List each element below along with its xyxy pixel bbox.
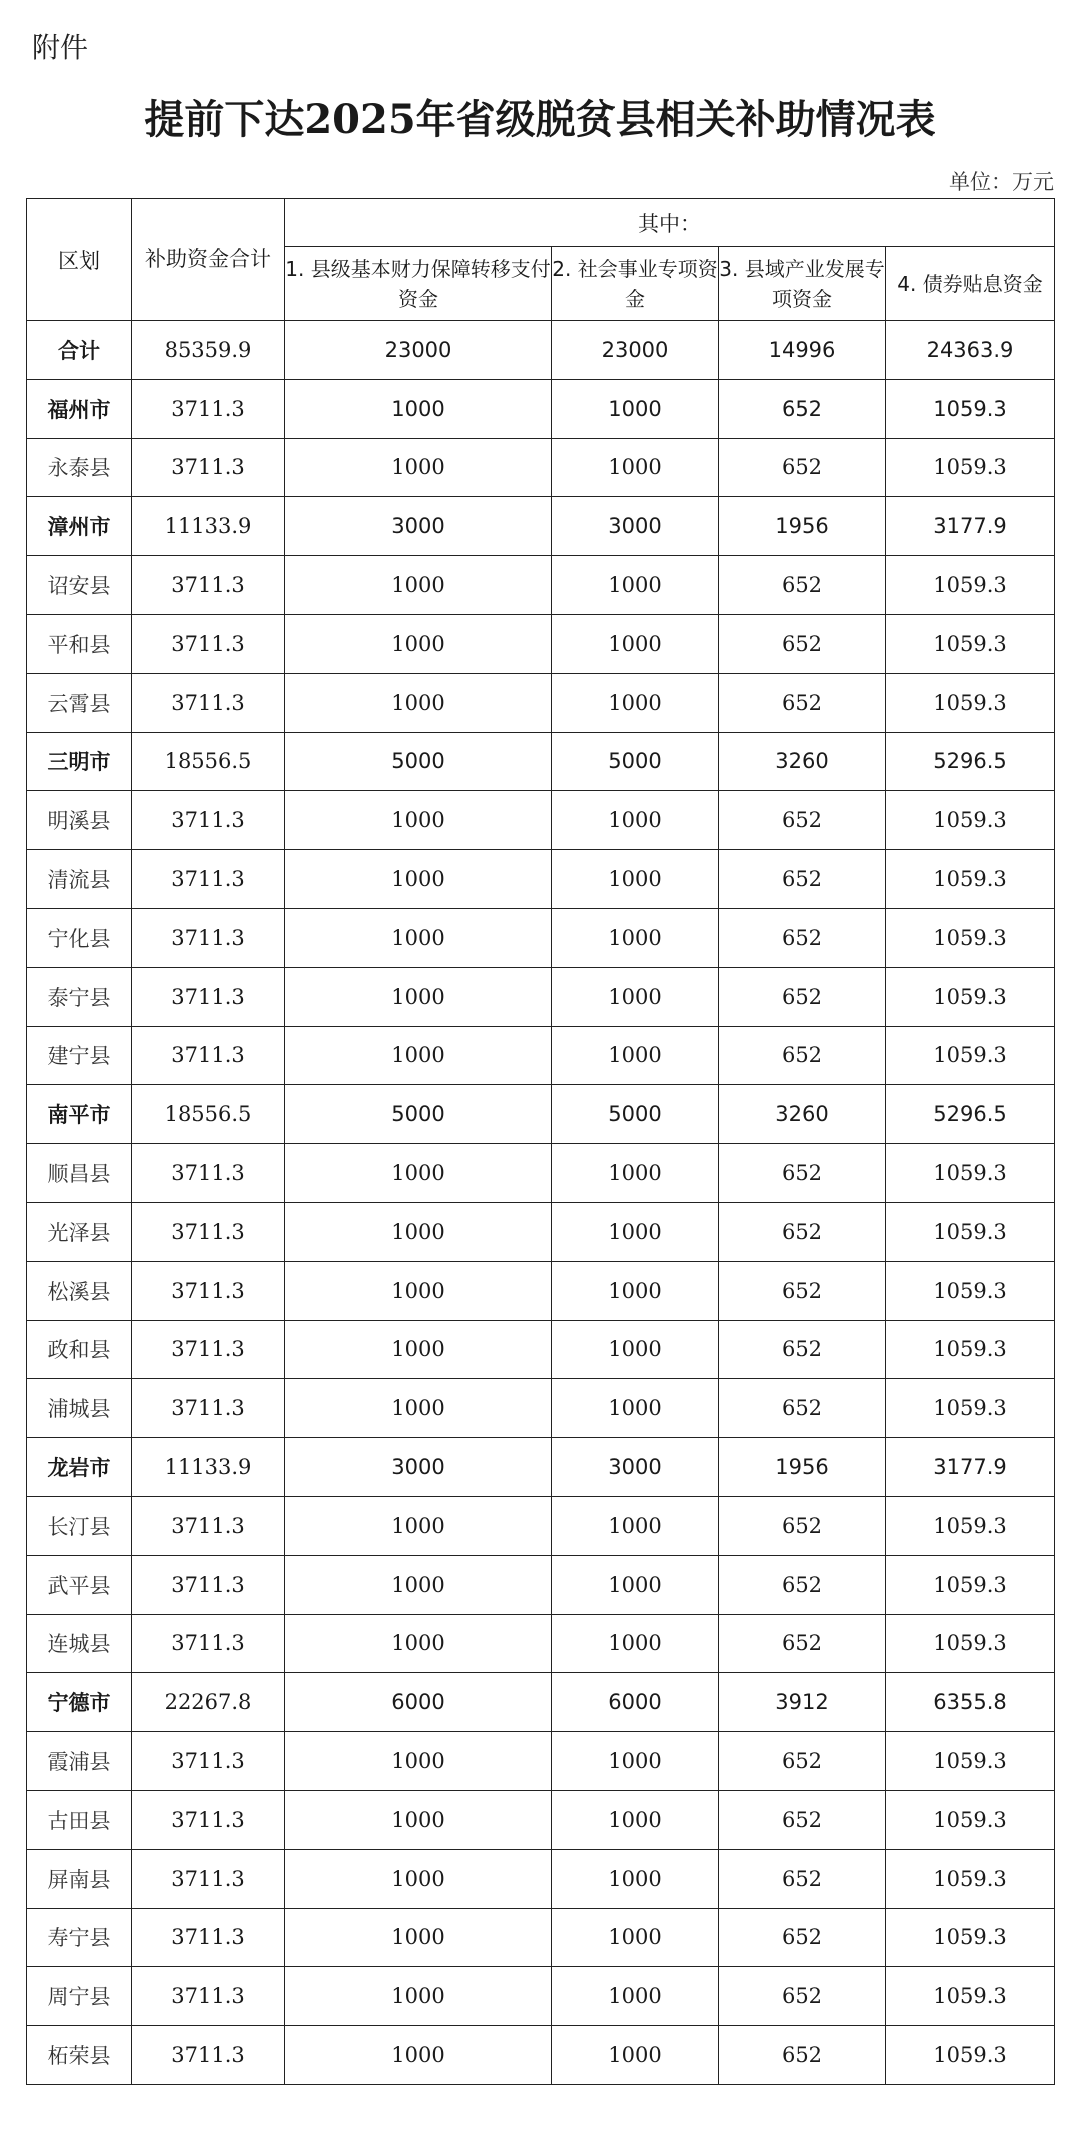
basic-finance-cell: 1000 xyxy=(285,1320,552,1379)
table-row-county xyxy=(27,1849,1055,1908)
region-cell: 漳州市 xyxy=(27,497,132,556)
social-affairs-cell: 1000 xyxy=(552,1967,719,2026)
county-industry-cell: 652 xyxy=(719,1555,886,1614)
total-cell: 18556.5 xyxy=(132,1085,285,1144)
basic-finance-cell: 1000 xyxy=(285,908,552,967)
region-cell: 屏南县 xyxy=(27,1849,132,1908)
bond-interest-cell: 1059.3 xyxy=(886,1144,1055,1203)
county-industry-cell: 652 xyxy=(719,1379,886,1438)
basic-finance-cell: 1000 xyxy=(285,556,552,615)
social-affairs-cell: 1000 xyxy=(552,1144,719,1203)
column-header-basic-finance: 1. 县级基本财力保障转移支付资金 xyxy=(285,247,552,321)
basic-finance-cell: 1000 xyxy=(285,2026,552,2085)
social-affairs-cell: 5000 xyxy=(552,1085,719,1144)
bond-interest-cell: 1059.3 xyxy=(886,1790,1055,1849)
bond-interest-cell: 6355.8 xyxy=(886,1673,1055,1732)
total-cell: 3711.3 xyxy=(132,1849,285,1908)
basic-finance-cell: 1000 xyxy=(285,791,552,850)
total-cell: 3711.3 xyxy=(132,1261,285,1320)
total-cell: 22267.8 xyxy=(132,1673,285,1732)
social-affairs-cell: 1000 xyxy=(552,908,719,967)
column-header-region: 区划 xyxy=(27,199,132,321)
county-industry-cell: 652 xyxy=(719,850,886,909)
social-affairs-cell: 1000 xyxy=(552,556,719,615)
basic-finance-cell: 5000 xyxy=(285,732,552,791)
social-affairs-cell: 1000 xyxy=(552,1496,719,1555)
social-affairs-cell: 6000 xyxy=(552,1673,719,1732)
county-industry-cell: 652 xyxy=(719,1908,886,1967)
county-industry-cell: 652 xyxy=(719,1849,886,1908)
region-cell: 泰宁县 xyxy=(27,967,132,1026)
county-industry-cell: 652 xyxy=(719,2026,886,2085)
basic-finance-cell: 3000 xyxy=(285,497,552,556)
table-row-county xyxy=(27,791,1055,850)
table-row-county xyxy=(27,967,1055,1026)
region-cell: 霞浦县 xyxy=(27,1732,132,1791)
bond-interest-cell: 1059.3 xyxy=(886,673,1055,732)
region-cell: 政和县 xyxy=(27,1320,132,1379)
column-header-bond-interest: 4. 债券贴息资金 xyxy=(886,247,1055,321)
county-industry-cell: 3260 xyxy=(719,732,886,791)
table-row-sum xyxy=(27,321,1055,380)
bond-interest-cell: 1059.3 xyxy=(886,1320,1055,1379)
table-row-county xyxy=(27,850,1055,909)
table-body xyxy=(27,321,1055,2085)
bond-interest-cell: 1059.3 xyxy=(886,967,1055,1026)
basic-finance-cell: 6000 xyxy=(285,1673,552,1732)
basic-finance-cell: 1000 xyxy=(285,967,552,1026)
social-affairs-cell: 1000 xyxy=(552,850,719,909)
total-cell: 3711.3 xyxy=(132,614,285,673)
basic-finance-cell: 1000 xyxy=(285,1026,552,1085)
region-cell: 清流县 xyxy=(27,850,132,909)
total-cell: 3711.3 xyxy=(132,438,285,497)
total-cell: 18556.5 xyxy=(132,732,285,791)
attachment-label: 附件 xyxy=(32,31,89,64)
table-row-county xyxy=(27,1320,1055,1379)
social-affairs-cell: 3000 xyxy=(552,497,719,556)
total-cell: 3711.3 xyxy=(132,967,285,1026)
region-cell: 古田县 xyxy=(27,1790,132,1849)
bond-interest-cell: 1059.3 xyxy=(886,1261,1055,1320)
table-row-county xyxy=(27,673,1055,732)
county-industry-cell: 1956 xyxy=(719,497,886,556)
county-industry-cell: 652 xyxy=(719,673,886,732)
social-affairs-cell: 5000 xyxy=(552,732,719,791)
region-cell: 寿宁县 xyxy=(27,1908,132,1967)
total-cell: 3711.3 xyxy=(132,1732,285,1791)
region-cell: 连城县 xyxy=(27,1614,132,1673)
region-cell: 柘荣县 xyxy=(27,2026,132,2085)
table-row-city xyxy=(27,1673,1055,1732)
bond-interest-cell: 1059.3 xyxy=(886,791,1055,850)
region-cell: 周宁县 xyxy=(27,1967,132,2026)
social-affairs-cell: 1000 xyxy=(552,2026,719,2085)
total-cell: 3711.3 xyxy=(132,1967,285,2026)
basic-finance-cell: 3000 xyxy=(285,1438,552,1497)
social-affairs-cell: 1000 xyxy=(552,1261,719,1320)
total-cell: 3711.3 xyxy=(132,850,285,909)
total-cell: 3711.3 xyxy=(132,1496,285,1555)
bond-interest-cell: 1059.3 xyxy=(886,1849,1055,1908)
region-cell: 合计 xyxy=(27,321,132,380)
basic-finance-cell: 5000 xyxy=(285,1085,552,1144)
total-cell: 3711.3 xyxy=(132,673,285,732)
column-header-total: 补助资金合计 xyxy=(132,199,285,321)
bond-interest-cell: 1059.3 xyxy=(886,614,1055,673)
basic-finance-cell: 1000 xyxy=(285,1967,552,2026)
social-affairs-cell: 3000 xyxy=(552,1438,719,1497)
social-affairs-cell: 1000 xyxy=(552,791,719,850)
social-affairs-cell: 1000 xyxy=(552,1849,719,1908)
region-cell: 武平县 xyxy=(27,1555,132,1614)
table-row-county xyxy=(27,1261,1055,1320)
county-industry-cell: 652 xyxy=(719,1261,886,1320)
bond-interest-cell: 1059.3 xyxy=(886,556,1055,615)
county-industry-cell: 652 xyxy=(719,1202,886,1261)
total-cell: 3711.3 xyxy=(132,1555,285,1614)
table-row-county xyxy=(27,1496,1055,1555)
table-row-city xyxy=(27,497,1055,556)
county-industry-cell: 652 xyxy=(719,1614,886,1673)
total-cell: 11133.9 xyxy=(132,1438,285,1497)
total-cell: 3711.3 xyxy=(132,1379,285,1438)
social-affairs-cell: 1000 xyxy=(552,1614,719,1673)
bond-interest-cell: 3177.9 xyxy=(886,497,1055,556)
region-cell: 顺昌县 xyxy=(27,1144,132,1203)
total-cell: 11133.9 xyxy=(132,497,285,556)
total-cell: 3711.3 xyxy=(132,379,285,438)
social-affairs-cell: 1000 xyxy=(552,1732,719,1791)
social-affairs-cell: 1000 xyxy=(552,967,719,1026)
county-industry-cell: 652 xyxy=(719,1496,886,1555)
table-row-city xyxy=(27,1085,1055,1144)
county-industry-cell: 652 xyxy=(719,1144,886,1203)
region-cell: 宁德市 xyxy=(27,1673,132,1732)
total-cell: 3711.3 xyxy=(132,791,285,850)
table-row-county xyxy=(27,1202,1055,1261)
bond-interest-cell: 1059.3 xyxy=(886,850,1055,909)
social-affairs-cell: 1000 xyxy=(552,1320,719,1379)
county-industry-cell: 652 xyxy=(719,614,886,673)
bond-interest-cell: 1059.3 xyxy=(886,1202,1055,1261)
region-cell: 龙岩市 xyxy=(27,1438,132,1497)
county-industry-cell: 3260 xyxy=(719,1085,886,1144)
region-cell: 永泰县 xyxy=(27,438,132,497)
total-cell: 85359.9 xyxy=(132,321,285,380)
bond-interest-cell: 5296.5 xyxy=(886,732,1055,791)
county-industry-cell: 652 xyxy=(719,967,886,1026)
page-title: 提前下达2025年省级脱贫县相关补助情况表 xyxy=(144,96,936,143)
basic-finance-cell: 1000 xyxy=(285,1908,552,1967)
basic-finance-cell: 1000 xyxy=(285,1202,552,1261)
bond-interest-cell: 1059.3 xyxy=(886,908,1055,967)
table-row-city xyxy=(27,379,1055,438)
table-row-city xyxy=(27,1438,1055,1497)
table-row-county xyxy=(27,1790,1055,1849)
region-cell: 宁化县 xyxy=(27,908,132,967)
bond-interest-cell: 1059.3 xyxy=(886,379,1055,438)
total-cell: 3711.3 xyxy=(132,908,285,967)
subsidy-table xyxy=(26,198,1055,2085)
table-row-county xyxy=(27,1144,1055,1203)
county-industry-cell: 14996 xyxy=(719,321,886,380)
bond-interest-cell: 1059.3 xyxy=(886,1555,1055,1614)
basic-finance-cell: 1000 xyxy=(285,438,552,497)
bond-interest-cell: 1059.3 xyxy=(886,1614,1055,1673)
basic-finance-cell: 1000 xyxy=(285,1614,552,1673)
bond-interest-cell: 1059.3 xyxy=(886,438,1055,497)
county-industry-cell: 652 xyxy=(719,908,886,967)
total-cell: 3711.3 xyxy=(132,1144,285,1203)
region-cell: 长汀县 xyxy=(27,1496,132,1555)
bond-interest-cell: 1059.3 xyxy=(886,1732,1055,1791)
social-affairs-cell: 1000 xyxy=(552,614,719,673)
region-cell: 云霄县 xyxy=(27,673,132,732)
social-affairs-cell: 23000 xyxy=(552,321,719,380)
basic-finance-cell: 1000 xyxy=(285,1261,552,1320)
table-row-city xyxy=(27,732,1055,791)
county-industry-cell: 1956 xyxy=(719,1438,886,1497)
column-header-among: 其中： xyxy=(285,199,1055,247)
social-affairs-cell: 1000 xyxy=(552,379,719,438)
basic-finance-cell: 1000 xyxy=(285,1555,552,1614)
basic-finance-cell: 1000 xyxy=(285,1790,552,1849)
region-cell: 三明市 xyxy=(27,732,132,791)
column-header-social-affairs: 2. 社会事业专项资金 xyxy=(552,247,719,321)
table-row-county xyxy=(27,2026,1055,2085)
basic-finance-cell: 1000 xyxy=(285,379,552,438)
total-cell: 3711.3 xyxy=(132,556,285,615)
table-row-county xyxy=(27,614,1055,673)
region-cell: 福州市 xyxy=(27,379,132,438)
column-header-county-industry: 3. 县域产业发展专项资金 xyxy=(719,247,886,321)
table-row-county xyxy=(27,908,1055,967)
county-industry-cell: 652 xyxy=(719,1732,886,1791)
region-cell: 明溪县 xyxy=(27,791,132,850)
table-row-county xyxy=(27,1026,1055,1085)
bond-interest-cell: 1059.3 xyxy=(886,1908,1055,1967)
region-cell: 南平市 xyxy=(27,1085,132,1144)
county-industry-cell: 652 xyxy=(719,1320,886,1379)
region-cell: 光泽县 xyxy=(27,1202,132,1261)
region-cell: 浦城县 xyxy=(27,1379,132,1438)
basic-finance-cell: 1000 xyxy=(285,614,552,673)
basic-finance-cell: 1000 xyxy=(285,673,552,732)
region-cell: 松溪县 xyxy=(27,1261,132,1320)
total-cell: 3711.3 xyxy=(132,1908,285,1967)
bond-interest-cell: 1059.3 xyxy=(886,1026,1055,1085)
bond-interest-cell: 1059.3 xyxy=(886,1379,1055,1438)
social-affairs-cell: 1000 xyxy=(552,1908,719,1967)
county-industry-cell: 652 xyxy=(719,1790,886,1849)
table-row-county xyxy=(27,1614,1055,1673)
region-cell: 平和县 xyxy=(27,614,132,673)
basic-finance-cell: 1000 xyxy=(285,850,552,909)
county-industry-cell: 652 xyxy=(719,791,886,850)
county-industry-cell: 652 xyxy=(719,1967,886,2026)
bond-interest-cell: 3177.9 xyxy=(886,1438,1055,1497)
social-affairs-cell: 1000 xyxy=(552,673,719,732)
basic-finance-cell: 1000 xyxy=(285,1849,552,1908)
bond-interest-cell: 5296.5 xyxy=(886,1085,1055,1144)
region-cell: 诏安县 xyxy=(27,556,132,615)
social-affairs-cell: 1000 xyxy=(552,1026,719,1085)
bond-interest-cell: 1059.3 xyxy=(886,2026,1055,2085)
table-row-county xyxy=(27,1908,1055,1967)
total-cell: 3711.3 xyxy=(132,1320,285,1379)
table-header xyxy=(27,199,1055,321)
basic-finance-cell: 1000 xyxy=(285,1379,552,1438)
total-cell: 3711.3 xyxy=(132,1202,285,1261)
basic-finance-cell: 23000 xyxy=(285,321,552,380)
table-row-county xyxy=(27,556,1055,615)
table-row-county xyxy=(27,1732,1055,1791)
table-row-county xyxy=(27,1555,1055,1614)
bond-interest-cell: 1059.3 xyxy=(886,1967,1055,2026)
basic-finance-cell: 1000 xyxy=(285,1496,552,1555)
county-industry-cell: 652 xyxy=(719,379,886,438)
total-cell: 3711.3 xyxy=(132,1026,285,1085)
region-cell: 建宁县 xyxy=(27,1026,132,1085)
social-affairs-cell: 1000 xyxy=(552,1202,719,1261)
basic-finance-cell: 1000 xyxy=(285,1144,552,1203)
county-industry-cell: 652 xyxy=(719,556,886,615)
social-affairs-cell: 1000 xyxy=(552,1379,719,1438)
social-affairs-cell: 1000 xyxy=(552,438,719,497)
basic-finance-cell: 1000 xyxy=(285,1732,552,1791)
total-cell: 3711.3 xyxy=(132,1790,285,1849)
unit-label: 单位：万元 xyxy=(949,170,1054,194)
table-row-county xyxy=(27,438,1055,497)
table-row-county xyxy=(27,1967,1055,2026)
bond-interest-cell: 1059.3 xyxy=(886,1496,1055,1555)
social-affairs-cell: 1000 xyxy=(552,1790,719,1849)
county-industry-cell: 3912 xyxy=(719,1673,886,1732)
county-industry-cell: 652 xyxy=(719,1026,886,1085)
total-cell: 3711.3 xyxy=(132,1614,285,1673)
county-industry-cell: 652 xyxy=(719,438,886,497)
bond-interest-cell: 24363.9 xyxy=(886,321,1055,380)
table-row-county xyxy=(27,1379,1055,1438)
total-cell: 3711.3 xyxy=(132,2026,285,2085)
social-affairs-cell: 1000 xyxy=(552,1555,719,1614)
